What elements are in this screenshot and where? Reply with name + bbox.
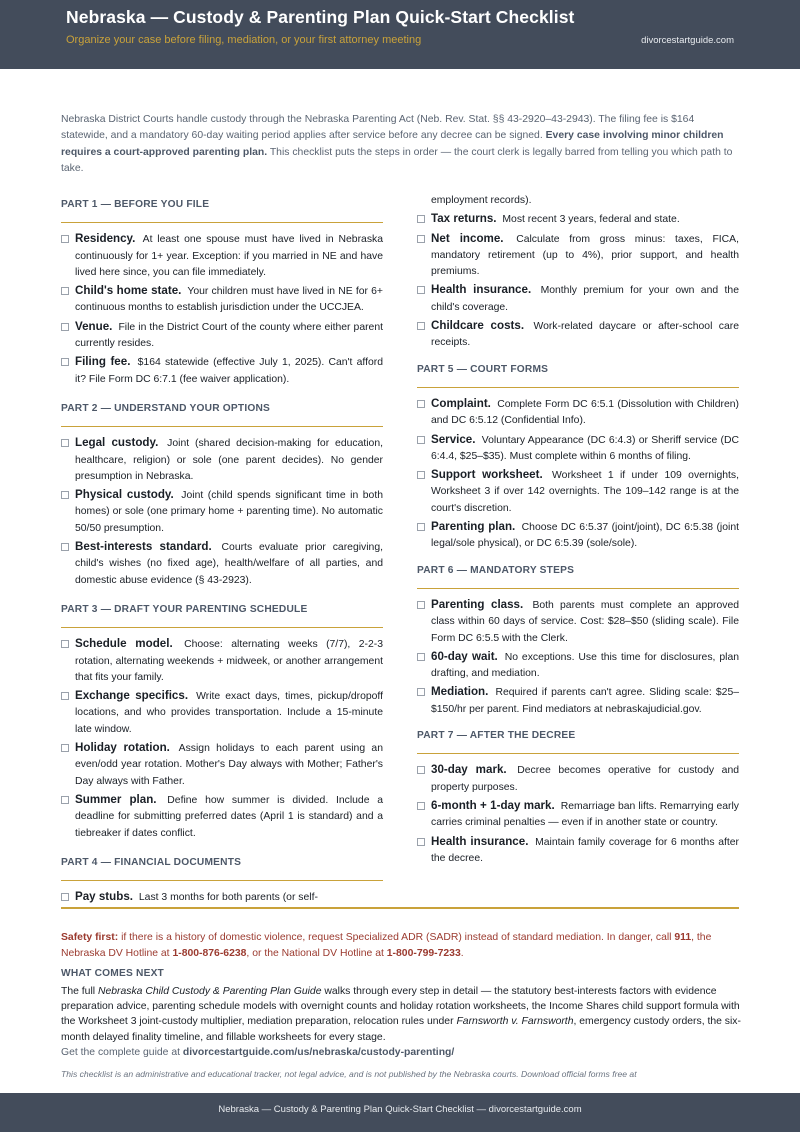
checkbox[interactable] — [61, 491, 69, 499]
item-label: Exchange specifics. — [75, 689, 189, 703]
item-text: Last 3 months for both parents (or self- — [138, 892, 318, 904]
page-footer — [0, 1093, 800, 1132]
right-column — [417, 193, 739, 869]
checklist-item — [417, 318, 739, 352]
checkbox[interactable] — [417, 838, 425, 846]
safety-text: if there is a history of domestic violence, request Specialized ADR (SADR) instead of standard mediation. In danger, call — [121, 932, 672, 943]
part-1-list — [61, 231, 383, 388]
item-label: Mediation. — [431, 685, 489, 699]
item-label: Legal custody. — [75, 436, 159, 450]
item-text: At least one spouse must have lived in Nebraska continuously for 1+ year. Exception: if you married in NE and have lived here since, you can file immediately. — [75, 234, 383, 278]
next-text: The full — [61, 986, 96, 997]
checkbox[interactable] — [61, 543, 69, 551]
intro-bold: Every case involving minor children requires a court-approved parenting plan. — [61, 130, 724, 158]
next-text: walks through every step in detail — the statutory best-interests factors with evidence preparation advice, parenting schedule models with overnight counts and holiday rotation worksheets, the Income Shares child support formula with the Worksheet 3 joint-custody multiplier, mediation preparation, relocation rules under — [61, 986, 740, 1028]
item-text: Most recent 3 years, federal and state. — [502, 214, 680, 226]
item-label: Residency. — [75, 232, 136, 246]
guide-title: Nebraska Child Custody & Parenting Plan Guide — [97, 986, 322, 997]
part-6-list — [417, 597, 739, 718]
checkbox[interactable] — [61, 439, 69, 447]
item-text: Both parents must complete an approved class within 60 days of service. Cost: $28–$50 (sliding scale). File Form DC 6:5.5 with the Clerk. — [431, 599, 739, 644]
site-name: divorcestartguide.com — [641, 35, 734, 46]
checkbox[interactable] — [417, 766, 425, 774]
item-label: Net income. — [431, 231, 504, 245]
item-label: 30-day mark. — [431, 763, 507, 777]
intro-paragraph — [61, 112, 739, 177]
part-7-heading: PART 7 — AFTER THE DECREE — [417, 726, 739, 754]
item-label: Venue. — [75, 319, 113, 333]
item-text: Define how summer is divided. Include a deadline for submitting preferred dates (April 1 is standard) and a tiebreaker if dates conflict. — [75, 794, 383, 839]
checkbox[interactable] — [417, 400, 425, 408]
intro-text: Nebraska District Courts handle custody through the Nebraska Parenting Act (Neb. Rev. Stat. §§ 43-2920–43-2943). The filing fee is $164 statewide, and a mandatory 60-day waiting period applies after service before any decree can be signed. — [61, 114, 695, 142]
page-header — [0, 0, 800, 69]
item-label: Parenting class. — [431, 597, 524, 611]
disclaimer: This checklist is an administrative and educational tracker, not legal advice, and is not published by the Nebraska courts. Download official forms free at — [61, 1069, 637, 1079]
checklist-item — [61, 319, 383, 353]
checkbox[interactable] — [61, 358, 69, 366]
checklist-item — [61, 889, 383, 906]
checkbox[interactable] — [417, 286, 425, 294]
safety-notice — [61, 930, 741, 963]
checkbox[interactable] — [61, 323, 69, 331]
checkbox[interactable] — [417, 523, 425, 531]
checklist-item — [417, 649, 739, 683]
intro-tail: This checklist puts the steps in order — the court clerk is legally barred from telling you which path to take. — [61, 146, 733, 174]
section-divider — [61, 907, 739, 909]
get-guide-line — [61, 1047, 454, 1058]
item-text: Assign holidays to each parent using an even/odd year rotation. Mother's Day always with Mother; Father's Day always with Father. — [75, 743, 383, 787]
item-label: Best-interests standard. — [75, 540, 212, 554]
item-text: Your children must have lived in NE for 6+ continuous months to establish jurisdiction under the UCCJEA. — [75, 286, 383, 314]
checklist-item — [61, 740, 383, 790]
part-3-heading: PART 3 — DRAFT YOUR PARENTING SCHEDULE — [61, 600, 383, 628]
item-text: Complete Form DC 6:5.1 (Dissolution with Children) and DC 6:5.12 (Confidential Info). — [431, 398, 739, 427]
checkbox[interactable] — [417, 215, 425, 223]
part-6-heading: PART 6 — MANDATORY STEPS — [417, 561, 739, 589]
item-text: Required if parents can't agree. Sliding scale: $25–$150/hr per parent. Find mediators at nebraskajudicial.gov. — [431, 687, 739, 715]
checkbox[interactable] — [61, 744, 69, 752]
part-4-heading: PART 4 — FINANCIAL DOCUMENTS — [61, 853, 383, 881]
footer-text: Nebraska — Custody & Parenting Plan Quick-Start Checklist — divorcestartguide.com — [218, 1104, 582, 1115]
checkbox[interactable] — [417, 653, 425, 661]
checklist-item — [61, 354, 383, 388]
item-label: Summer plan. — [75, 792, 157, 806]
checkbox[interactable] — [61, 692, 69, 700]
checkbox[interactable] — [417, 601, 425, 609]
checklist-item — [417, 519, 739, 553]
checkbox[interactable] — [61, 640, 69, 648]
checklist-item — [417, 467, 739, 517]
item-text: File in the District Court of the county where either parent currently resides. — [75, 321, 384, 350]
checkbox[interactable] — [417, 436, 425, 444]
item-text: No exceptions. Use this time for disclosures, plan drafting, and mediation. — [431, 651, 739, 680]
checkbox[interactable] — [61, 287, 69, 295]
checklist-item — [417, 798, 739, 832]
checklist-item — [61, 231, 383, 281]
item-text: Calculate from gross minus: taxes, FICA, mandatory retirement (up to 4%), prior support, and health premiums. — [431, 233, 739, 278]
item-label: Health insurance. — [431, 834, 529, 848]
checklist-item — [417, 211, 739, 228]
checklist-item — [417, 396, 739, 430]
checklist-item — [61, 792, 383, 842]
item-text: Voluntary Appearance (DC 6:4.3) or Sheriff service (DC 6:4.4, $25–$35). Must complete within 6 months of filing. — [431, 434, 739, 462]
checkbox[interactable] — [61, 796, 69, 804]
item-text: Courts evaluate prior caregiving, child's wishes (no fixed age), health/welfare of all parties, and domestic abuse evidence (§ 43-2923). — [75, 542, 383, 586]
emergency-number: 911 — [674, 932, 692, 943]
checkbox[interactable] — [417, 802, 425, 810]
page-subtitle: Organize your case before filing, mediation, or your first attorney meeting — [66, 34, 422, 46]
item-text: Joint (shared decision-making for education, healthcare, religion) or sole (one parent decides). No gender presumption in Nebraska. — [75, 438, 383, 482]
safety-text: . — [460, 948, 464, 960]
checklist-item — [417, 762, 739, 796]
part-3-list — [61, 636, 383, 842]
item-text: Worksheet 1 if under 109 overnights, Worksheet 3 if over 142 overnights. The 109–142 range is at the court's discretion. — [431, 470, 739, 514]
checklist-item — [417, 432, 739, 466]
checklist-item — [417, 282, 739, 316]
checkbox[interactable] — [61, 893, 69, 901]
item-continuation: employment records). — [431, 195, 532, 206]
checklist-item — [417, 834, 739, 868]
item-label: Tax returns. — [431, 212, 497, 226]
national-hotline-number: 1-800-799-7233 — [386, 948, 461, 960]
state-hotline-number: 1-800-876-6238 — [172, 948, 247, 960]
part-4-list — [417, 211, 739, 351]
item-text: Choose DC 6:5.37 (joint/joint), DC 6:5.38 (joint legal/sole physical), or DC 6:5.39 (sole/sole). — [431, 522, 739, 550]
item-text: Joint (child spends significant time in both homes) or sole (one primary home + parenting time). No automatic 50/50 presumption. — [75, 490, 383, 534]
checklist-item — [61, 487, 383, 537]
next-paragraph — [61, 984, 741, 1045]
item-label: Health insurance. — [431, 283, 532, 297]
item-label: Child's home state. — [75, 284, 182, 298]
checklist-item — [417, 684, 739, 718]
item-label: Parenting plan. — [431, 520, 516, 534]
safety-text: , the Nebraska DV Hotline at — [61, 932, 712, 960]
item-label: Complaint. — [431, 396, 491, 410]
page-title: Nebraska — Custody & Parenting Plan Quick-Start Checklist — [66, 7, 575, 27]
case-name: Farnsworth v. Farnsworth — [456, 1016, 574, 1028]
checklist-item — [61, 688, 383, 738]
part-1-heading: PART 1 — BEFORE YOU FILE — [61, 195, 383, 223]
item-text: Work-related daycare or after-school care receipts. — [431, 321, 739, 349]
part-2-heading: PART 2 — UNDERSTAND YOUR OPTIONS — [61, 399, 383, 427]
checklist-item — [61, 636, 383, 686]
item-label: Physical custody. — [75, 488, 174, 502]
get-guide-label: Get the complete guide at — [61, 1047, 180, 1058]
checklist-item — [61, 539, 383, 589]
part-5-list — [417, 396, 739, 553]
checkbox[interactable] — [61, 235, 69, 243]
item-label: 60-day wait. — [431, 649, 498, 663]
next-text: , emergency custody orders, the six-month delayed finality timeline, and fillable worksheets for every stage. — [61, 1016, 741, 1043]
checklist-item — [417, 231, 739, 281]
item-text: Remarriage ban lifts. Remarrying early carries criminal penalties — even if in another state or country. — [431, 800, 740, 829]
part-7-list — [417, 762, 739, 867]
item-text: Choose: alternating weeks (7/7), 2-2-3 rotation, alternating weekends + midweek, or another arrangement that fits your family. — [75, 639, 383, 683]
left-column — [61, 195, 383, 908]
item-text: $164 statewide (effective July 1, 2025). Can't afford it? File Form DC 6:7.1 (fee waiver application). — [75, 357, 384, 385]
safety-text: , or the National DV Hotline at — [246, 948, 384, 960]
item-label: Filing fee. — [75, 355, 131, 369]
checkbox[interactable] — [417, 322, 425, 330]
checklist-item — [417, 597, 739, 647]
checklist-item — [61, 283, 383, 317]
item-label: Service. — [431, 432, 476, 446]
item-label: Holiday rotation. — [75, 741, 170, 755]
item-label: Support worksheet. — [431, 468, 543, 482]
next-heading: WHAT COMES NEXT — [61, 968, 164, 979]
item-text: Decree becomes operative for custody and property purposes. — [431, 765, 739, 793]
item-label: Schedule model. — [75, 637, 173, 651]
item-label: 6-month + 1-day mark. — [431, 798, 555, 812]
item-text: Write exact days, times, pickup/dropoff locations, and who provides transportation. Include a 15-minute late window. — [75, 691, 383, 735]
checkbox[interactable] — [417, 235, 425, 243]
checkbox[interactable] — [417, 471, 425, 479]
guide-link[interactable]: divorcestartguide.com/us/nebraska/custody-parenting/ — [182, 1047, 455, 1058]
item-label: Pay stubs. — [75, 890, 133, 904]
checklist-item — [61, 435, 383, 485]
safety-lead: Safety first: — [61, 932, 119, 943]
item-label: Childcare costs. — [431, 319, 525, 333]
item-text: Monthly premium for your own and the child's coverage. — [431, 285, 739, 313]
part-2-list — [61, 435, 383, 589]
part-5-heading: PART 5 — COURT FORMS — [417, 360, 739, 388]
checkbox[interactable] — [417, 688, 425, 696]
item-text: Maintain family coverage for 6 months after the decree. — [431, 836, 739, 864]
